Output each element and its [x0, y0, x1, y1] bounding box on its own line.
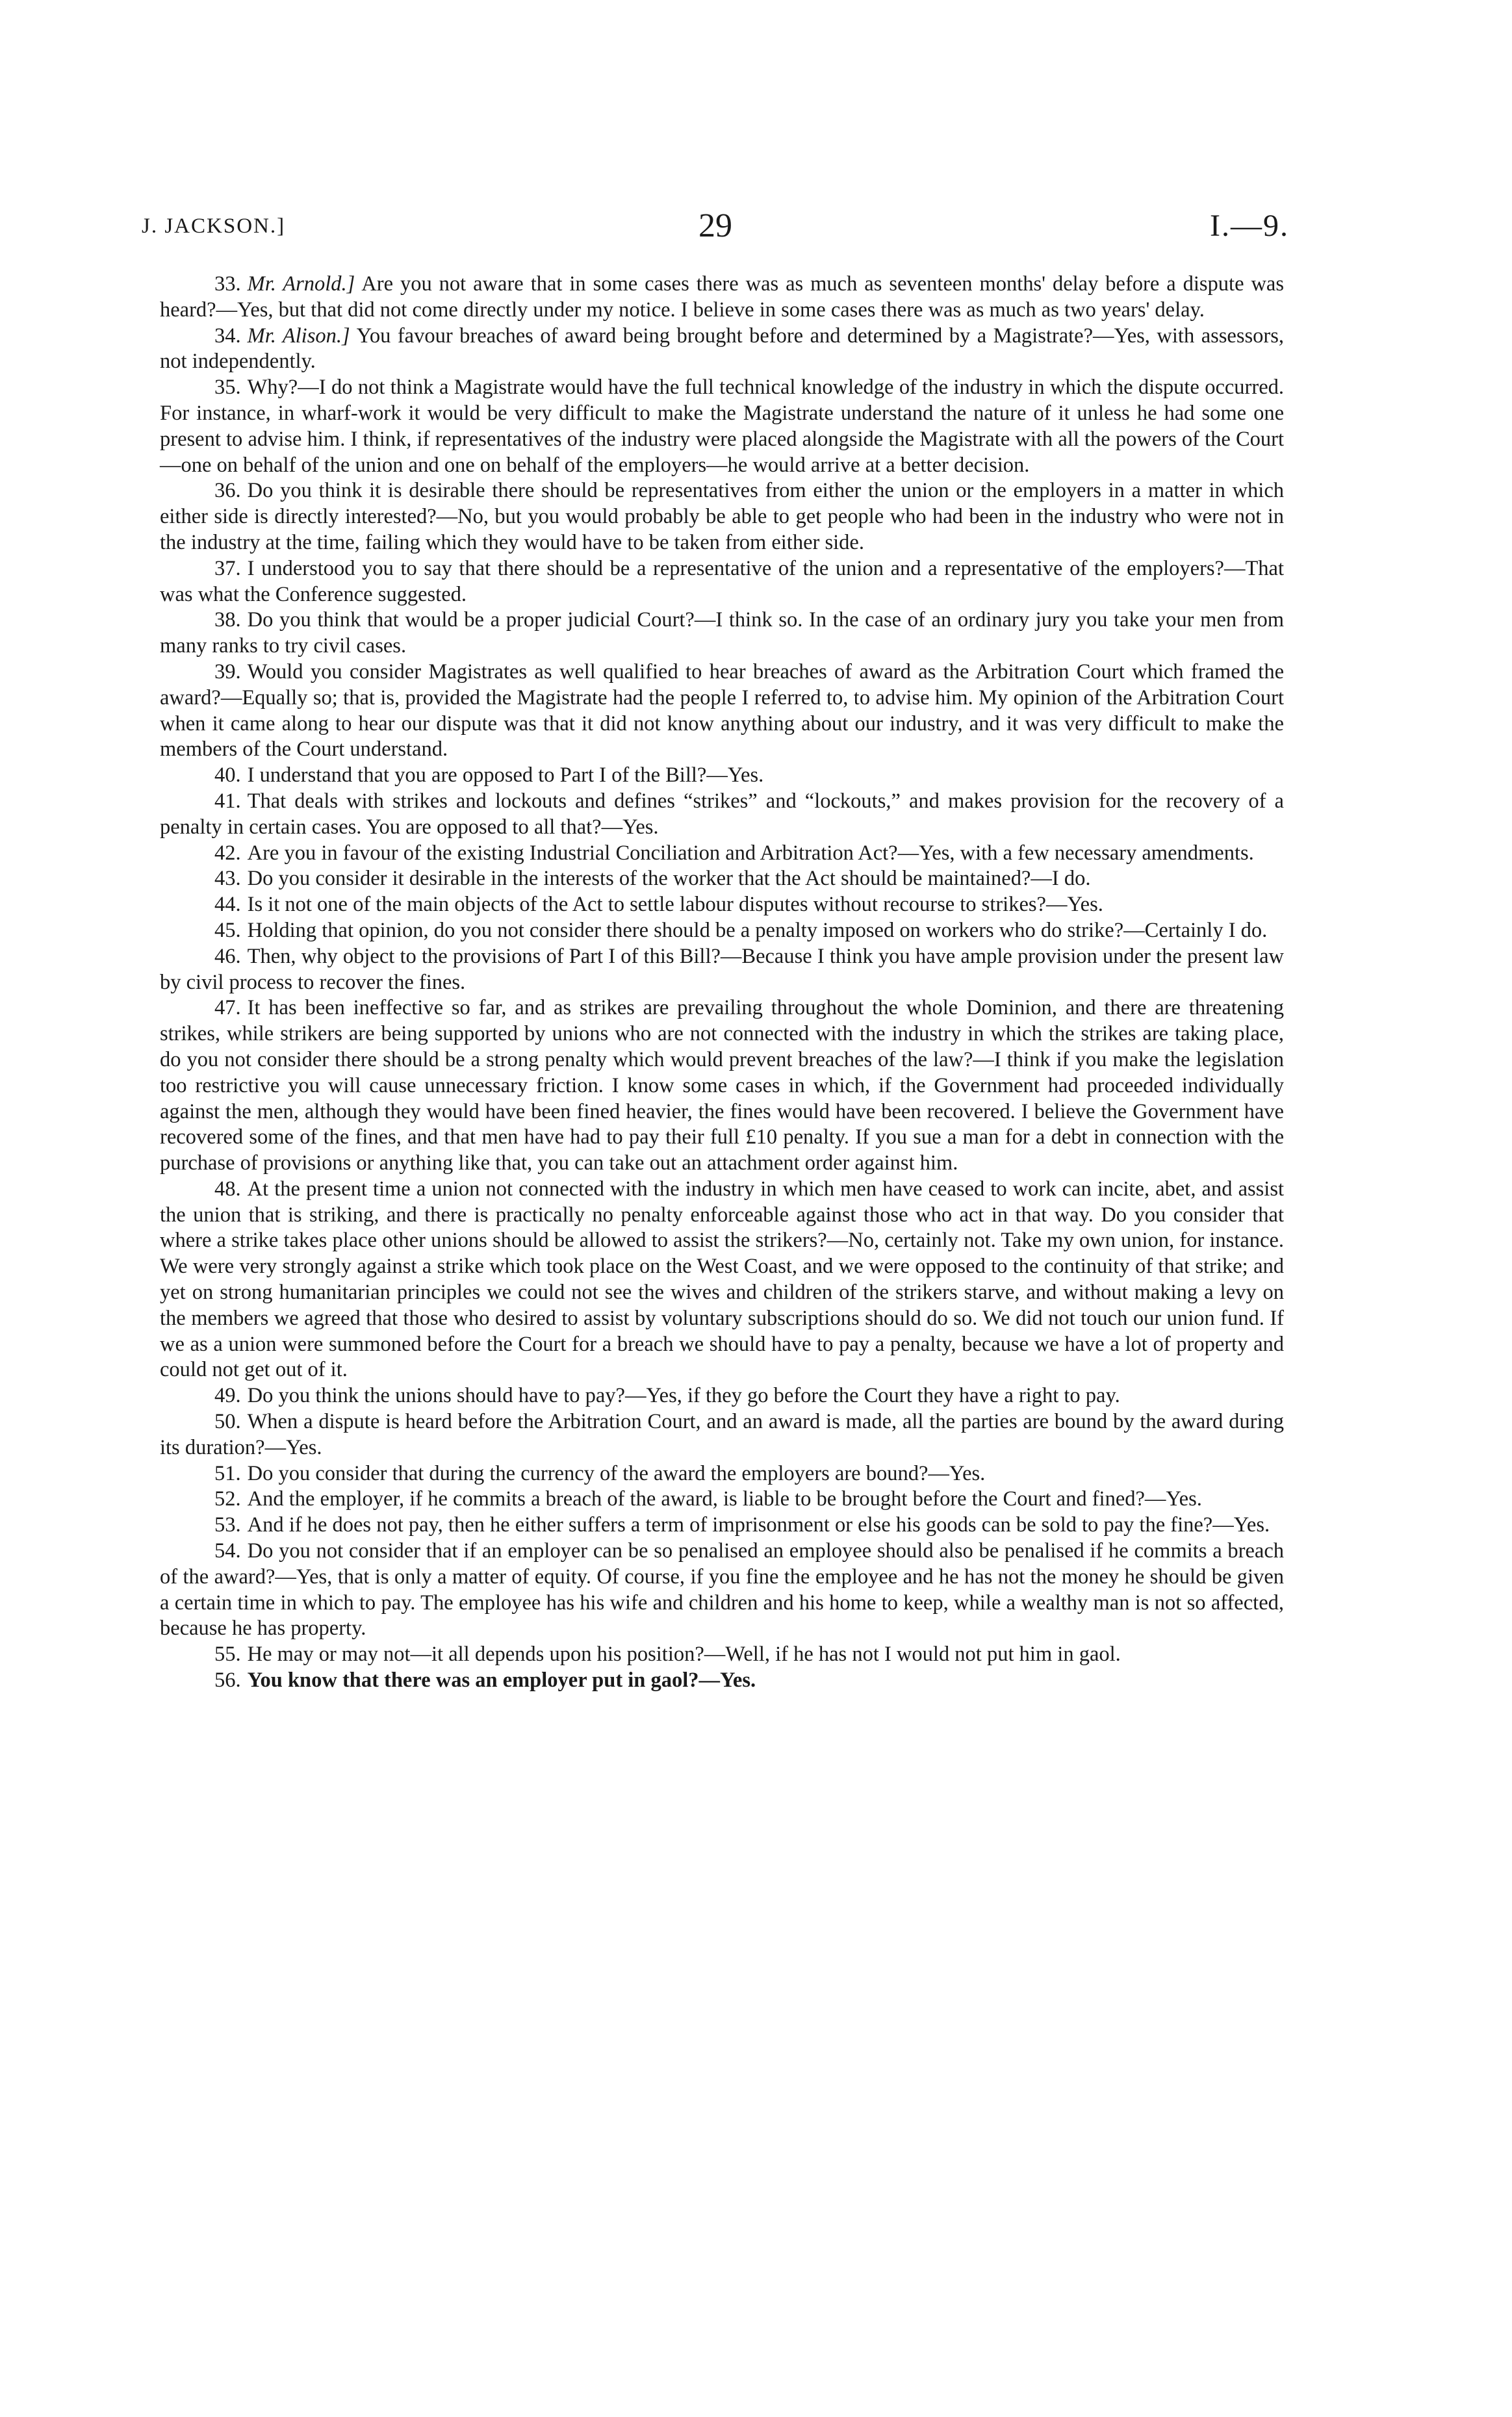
question-49 — [160, 1383, 1284, 1409]
question-35 — [160, 375, 1284, 478]
question-54 — [160, 1539, 1284, 1642]
page-header — [142, 207, 1289, 252]
question-text: Do you think it is desirable there should be representatives from either the union or the employers in a matter in which either side is directly interested?—No, but you would probably be able to get people who had been in the industry who were not in the industry at the time, failing which they would have to be taken from either side. — [160, 479, 1284, 554]
question-number: 50. — [214, 1410, 241, 1434]
question-number: 47. — [214, 996, 241, 1020]
question-42 — [160, 841, 1284, 867]
question-47 — [160, 995, 1284, 1177]
question-text: When a dispute is heard before the Arbitration Court, and an award is made, all the parties are bound by the award during its duration?—Yes. — [160, 1410, 1284, 1459]
question-number: 37. — [214, 556, 241, 580]
question-text: You favour breaches of award being brought before and determined by a Magistrate?—Yes, with assessors, not independently. — [160, 324, 1284, 374]
question-39 — [160, 659, 1284, 763]
question-text: Do you consider it desirable in the interests of the worker that the Act should be maintained?—I do. — [247, 867, 1091, 891]
question-53 — [160, 1513, 1284, 1539]
question-number: 38. — [214, 608, 241, 632]
question-43 — [160, 866, 1284, 892]
question-38 — [160, 607, 1284, 659]
question-number: 33. — [214, 272, 241, 296]
question-number: 42. — [214, 841, 241, 865]
question-number: 44. — [214, 893, 241, 917]
question-number: 40. — [214, 763, 241, 787]
question-44 — [160, 892, 1284, 918]
question-56 — [160, 1668, 1284, 1694]
question-text: That deals with strikes and lockouts and defines “strikes” and “lockouts,” and makes provision for the recovery of a penalty in certain cases. You are opposed to all that?—Yes. — [160, 789, 1284, 839]
witness-name: J. JACKSON.] — [142, 214, 286, 238]
question-37 — [160, 556, 1284, 608]
question-text: Do you think that would be a proper judicial Court?—I think so. In the case of an ordinary jury you take your men from many ranks to try civil cases. — [160, 608, 1284, 658]
question-number: 55. — [214, 1643, 241, 1667]
question-text: At the present time a union not connected with the industry in which men have ceased to work can incite, abet, and assist the union that is striking, and there is practically no penalty enforceable against those who act in that way. Do you consider that where a strike takes place other unions should be allowed to assist the strikers?—No, certainly not. Take my own union, for instance. We were very strongly against a strike which took place on the West Coast, and we were opposed to the continuity of that strike; and yet on strong humanitarian principles we could not see the wives and children of the strikers starve, and without making a levy on the members we agreed that those who desired to assist by voluntary subscriptions should do so. We did not touch our union fund. If we as a union were summoned before the Court for a breach we should have to pay a penalty, because we have a lot of property and could not get out of it. — [160, 1177, 1284, 1382]
question-46 — [160, 944, 1284, 996]
question-text: I understand that you are opposed to Part I of the Bill?—Yes. — [247, 763, 764, 787]
speaker-name: Mr. Arnold.] — [247, 272, 355, 296]
question-number: 56. — [214, 1669, 241, 1693]
question-text: It has been ineffective so far, and as strikes are prevailing throughout the whole Dominion, and there are threatening strikes, while strikers are being supported by unions who are not connected with the industry in which the strikes are taking place, do you not consider there should be a strong penalty which would prevent breaches of the law?—I think if you make the legislation too restrictive you will cause unnecessary friction. I know some cases in which, if the Government had proceeded individually against the men, although they would have been fined heavier, the fines would have been recovered. I believe the Government have recovered some of the fines, and that men have had to pay their full £10 penalty. If you sue a man for a debt in connection with the purchase of provisions or anything like that, you can take out an attachment order against him. — [160, 996, 1284, 1175]
question-number: 39. — [214, 659, 241, 684]
question-number: 53. — [214, 1513, 241, 1537]
question-text: Do you think the unions should have to pay?—Yes, if they go before the Court they have a right to pay. — [247, 1384, 1120, 1408]
question-text: Do you not consider that if an employer can be so penalised an employee should also be penalised if he commits a breach of the award?—Yes, that is only a matter of equity. Of course, if you fine the employee and he has not the money he should be given a certain time in which to pay. The employee has his wife and children and his home to keep, while a wealthy man is not so affected, because he has property. — [160, 1539, 1284, 1641]
speaker-name: Mr. Alison.] — [247, 324, 350, 348]
question-45 — [160, 918, 1284, 944]
question-number: 43. — [214, 867, 241, 891]
question-number: 35. — [214, 376, 241, 400]
question-text: Is it not one of the main objects of the Act to settle labour disputes without recourse to strikes?—Yes. — [247, 893, 1103, 917]
question-text: He may or may not—it all depends upon his position?—Well, if he has not I would not put him in gaol. — [247, 1643, 1121, 1667]
question-33 — [160, 272, 1284, 324]
question-51 — [160, 1461, 1284, 1487]
document-reference: I.—9. — [1210, 209, 1289, 243]
question-number: 41. — [214, 789, 241, 813]
question-number: 34. — [214, 324, 241, 348]
question-number: 49. — [214, 1384, 241, 1408]
question-text: Would you consider Magistrates as well qualified to hear breaches of award as the Arbitration Court which framed the award?—Equally so; that is, provided the Magistrate had the people I referred to, to advise him. My opinion of the Arbitration Court when it came along to hear our dispute was that it did not know anything about our industry, and it was very difficult to make the members of the Court understand. — [160, 659, 1284, 761]
question-text: And the employer, if he commits a breach of the award, is liable to be brought before the Court and fined?—Yes. — [247, 1487, 1202, 1511]
question-40 — [160, 763, 1284, 789]
question-text: Why?—I do not think a Magistrate would have the full technical knowledge of the industry in which the dispute occurred. For instance, in wharf-work it would be very difficult to make the Magistrate understand the nature of it unless he had some one present to advise him. I think, if representatives of the industry were placed alongside the Magistrate with all the powers of the Court—one on behalf of the union and one on behalf of the employers—he would arrive at a better decision. — [160, 376, 1284, 477]
question-text: Are you in favour of the existing Industrial Conciliation and Arbitration Act?—Yes, with a few necessary amendments. — [247, 841, 1254, 865]
question-number: 45. — [214, 918, 241, 942]
question-41 — [160, 789, 1284, 841]
question-text: You know that there was an employer put in gaol?—Yes. — [247, 1669, 756, 1693]
question-number: 51. — [214, 1461, 241, 1485]
question-number: 52. — [214, 1487, 241, 1511]
question-text: Are you not aware that in some cases there was as much as seventeen months' delay before a dispute was heard?—Yes, but that did not come directly under my notice. I believe in some cases there was as much as two years' delay. — [160, 272, 1284, 322]
question-55 — [160, 1642, 1284, 1668]
question-number: 48. — [214, 1177, 241, 1201]
question-text: Do you consider that during the currency of the award the employers are bound?—Yes. — [247, 1461, 986, 1485]
question-text: And if he does not pay, then he either suffers a term of imprisonment or else his goods can be sold to pay the fine?—Yes. — [247, 1513, 1270, 1537]
page-number: 29 — [698, 207, 732, 244]
question-34 — [160, 324, 1284, 376]
question-36 — [160, 478, 1284, 556]
question-48 — [160, 1177, 1284, 1383]
question-52 — [160, 1487, 1284, 1513]
question-number: 46. — [214, 944, 241, 968]
question-text: Then, why object to the provisions of Part I of this Bill?—Because I think you have ample provision under the present law by civil process to recover the fines. — [160, 944, 1284, 994]
question-number: 54. — [214, 1539, 241, 1563]
question-text: Holding that opinion, do you not consider there should be a penalty imposed on workers who do strike?—Certainly I do. — [247, 918, 1268, 942]
question-50 — [160, 1409, 1284, 1461]
testimony-body — [160, 272, 1284, 1694]
question-text: I understood you to say that there should be a representative of the union and a representative of the employers?—That was what the Conference suggested. — [160, 556, 1284, 606]
question-number: 36. — [214, 479, 241, 503]
